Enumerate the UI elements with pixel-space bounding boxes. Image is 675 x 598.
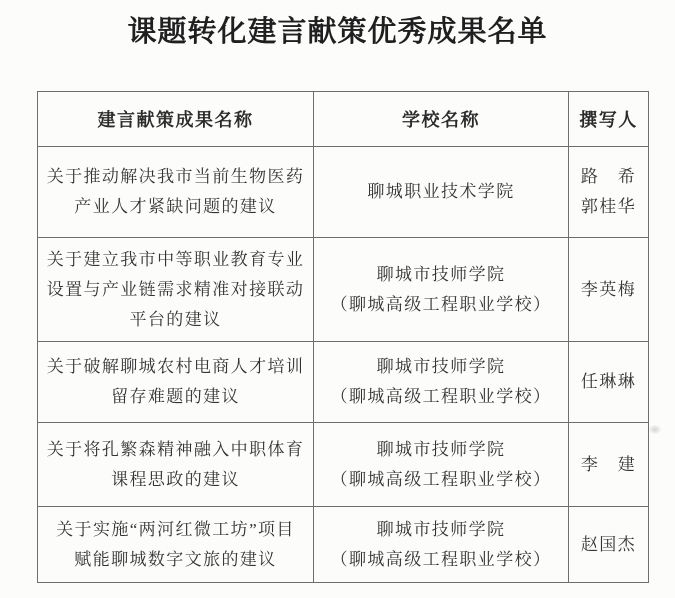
cell-line: 关于推动解决我市当前生物医药 (46, 167, 305, 186)
table-row (38, 238, 649, 342)
page-title: 课题转化建言献策优秀成果名单 (127, 16, 548, 48)
cell-line: 留存难题的建议 (111, 387, 240, 406)
school-cell (314, 342, 569, 423)
name-cell (38, 342, 314, 423)
cell-line: 赋能聊城数字文旅的建议 (74, 549, 277, 569)
author-cell (569, 238, 649, 342)
name-cell (38, 238, 314, 342)
table-row (38, 423, 649, 507)
table-header (38, 92, 649, 147)
table-row (38, 507, 649, 583)
cell-line: 李英梅 (580, 279, 637, 299)
cell-line: 平台的建议 (129, 309, 222, 329)
author-cell (569, 423, 649, 507)
author-cell (569, 147, 649, 238)
author-cell (569, 507, 649, 583)
cell-line: 设置与产业链需求精准对接联动 (46, 279, 305, 299)
header-cell-author: 撰写人 (569, 92, 649, 147)
table-row (38, 147, 649, 238)
school-cell (314, 147, 569, 238)
results-table (37, 91, 649, 583)
cell-line: （聊城高级工程职业学校） (330, 469, 552, 489)
cell-line: 任琳琳 (580, 372, 637, 391)
name-cell (38, 423, 314, 507)
table-body (38, 147, 649, 583)
cell-line: 赵国杰 (580, 534, 637, 554)
cell-line: 关于破解聊城农村电商人才培训 (46, 357, 305, 376)
cell-line: 聊城市技师学院 (376, 519, 506, 539)
table-row (38, 342, 649, 423)
name-cell (38, 507, 314, 583)
cell-line: 关于实施“两河红微工坊”项目 (56, 519, 295, 539)
cell-line: 聊城市技师学院 (376, 264, 506, 284)
cell-line: 聊城市技师学院 (376, 439, 506, 459)
cell-line: 李 建 (580, 454, 637, 474)
school-cell (314, 507, 569, 583)
cell-line: （聊城高级工程职业学校） (330, 294, 552, 314)
cell-line: （聊城高级工程职业学校） (330, 549, 552, 569)
cell-line: 关于将孔繁森精神融入中职体育 (46, 439, 305, 459)
cell-line: 课程思政的建议 (111, 469, 240, 489)
cell-line: （聊城高级工程职业学校） (330, 387, 552, 406)
cell-line: 聊城职业技术学院 (367, 182, 515, 201)
header-cell-school: 学校名称 (314, 92, 569, 147)
cell-line: 关于建立我市中等职业教育专业 (46, 249, 305, 269)
header-cell-name: 建言献策成果名称 (38, 92, 314, 147)
author-cell (569, 342, 649, 423)
scan-smudge (649, 425, 661, 434)
cell-line: 郭桂华 (580, 197, 637, 216)
cell-line: 路 希 (580, 167, 637, 186)
school-cell (314, 238, 569, 342)
cell-line: 聊城市技师学院 (376, 357, 506, 376)
name-cell (38, 147, 314, 238)
cell-line: 产业人才紧缺问题的建议 (74, 197, 277, 216)
header-row (38, 92, 649, 147)
school-cell (314, 423, 569, 507)
